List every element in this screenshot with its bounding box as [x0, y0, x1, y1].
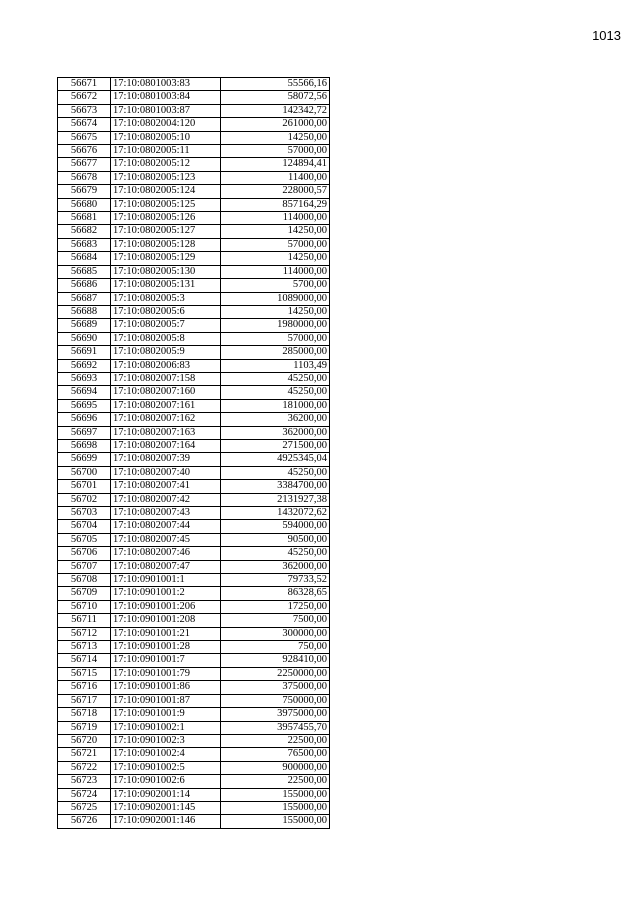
table-row: [58, 185, 330, 198]
row-number-cell: 56679: [58, 185, 111, 198]
table-row: [58, 225, 330, 238]
table-row: [58, 493, 330, 506]
table-row: [58, 775, 330, 788]
cadastral-number-cell: 17:10:0901001:7: [111, 654, 221, 667]
row-number-cell: 56688: [58, 305, 111, 318]
cadastral-number-cell: 17:10:0901001:2: [111, 587, 221, 600]
row-number-cell: 56724: [58, 788, 111, 801]
table-row: [58, 198, 330, 211]
table-row: [58, 359, 330, 372]
value-cell: 114000,00: [221, 212, 330, 225]
value-cell: 228000,57: [221, 185, 330, 198]
row-number-cell: 56680: [58, 198, 111, 211]
value-cell: 1103,49: [221, 359, 330, 372]
table-row: [58, 614, 330, 627]
value-cell: 1980000,00: [221, 319, 330, 332]
value-cell: 36200,00: [221, 413, 330, 426]
table-row: [58, 145, 330, 158]
row-number-cell: 56671: [58, 78, 111, 91]
row-number-cell: 56698: [58, 439, 111, 452]
table-row: [58, 453, 330, 466]
value-cell: 362000,00: [221, 560, 330, 573]
value-cell: 750000,00: [221, 694, 330, 707]
table-row: [58, 708, 330, 721]
cadastral-number-cell: 17:10:0901002:1: [111, 721, 221, 734]
cadastral-number-cell: 17:10:0802005:130: [111, 265, 221, 278]
cadastral-number-cell: 17:10:0901002:5: [111, 761, 221, 774]
table-row: [58, 681, 330, 694]
row-number-cell: 56677: [58, 158, 111, 171]
table-row: [58, 426, 330, 439]
value-cell: 1432072,62: [221, 507, 330, 520]
cadastral-number-cell: 17:10:0901002:3: [111, 734, 221, 747]
row-number-cell: 56704: [58, 520, 111, 533]
table-row: [58, 319, 330, 332]
row-number-cell: 56715: [58, 667, 111, 680]
cadastral-number-cell: 17:10:0802005:9: [111, 346, 221, 359]
cadastral-number-cell: 17:10:0801003:83: [111, 78, 221, 91]
cadastral-number-cell: 17:10:0802005:124: [111, 185, 221, 198]
value-cell: 900000,00: [221, 761, 330, 774]
cadastral-number-cell: 17:10:0802005:12: [111, 158, 221, 171]
cadastral-number-cell: 17:10:0802006:83: [111, 359, 221, 372]
table-row: [58, 78, 330, 91]
value-cell: 11400,00: [221, 171, 330, 184]
page-number: 1013: [592, 28, 621, 43]
value-cell: 57000,00: [221, 145, 330, 158]
table-row: [58, 265, 330, 278]
value-cell: 45250,00: [221, 466, 330, 479]
value-cell: 79733,52: [221, 574, 330, 587]
table-row: [58, 788, 330, 801]
value-cell: 594000,00: [221, 520, 330, 533]
row-number-cell: 56691: [58, 346, 111, 359]
row-number-cell: 56675: [58, 131, 111, 144]
cadastral-number-cell: 17:10:0901001:28: [111, 641, 221, 654]
cadastral-number-cell: 17:10:0901002:6: [111, 775, 221, 788]
row-number-cell: 56687: [58, 292, 111, 305]
table-row: [58, 104, 330, 117]
row-number-cell: 56678: [58, 171, 111, 184]
value-cell: 155000,00: [221, 788, 330, 801]
row-number-cell: 56701: [58, 480, 111, 493]
row-number-cell: 56726: [58, 815, 111, 828]
row-number-cell: 56717: [58, 694, 111, 707]
table-row: [58, 158, 330, 171]
table-row: [58, 587, 330, 600]
row-number-cell: 56694: [58, 386, 111, 399]
row-number-cell: 56686: [58, 279, 111, 292]
row-number-cell: 56712: [58, 627, 111, 640]
table-row: [58, 413, 330, 426]
cadastral-number-cell: 17:10:0802007:158: [111, 372, 221, 385]
table-row: [58, 560, 330, 573]
row-number-cell: 56684: [58, 252, 111, 265]
cadastral-number-cell: 17:10:0802005:11: [111, 145, 221, 158]
cadastral-number-cell: 17:10:0802005:131: [111, 279, 221, 292]
row-number-cell: 56706: [58, 547, 111, 560]
table-row: [58, 238, 330, 251]
table-row: [58, 574, 330, 587]
value-cell: 300000,00: [221, 627, 330, 640]
cadastral-number-cell: 17:10:0802005:126: [111, 212, 221, 225]
row-number-cell: 56695: [58, 399, 111, 412]
table-row: [58, 547, 330, 560]
table-row: [58, 292, 330, 305]
value-cell: 2250000,00: [221, 667, 330, 680]
cadastral-number-cell: 17:10:0901001:1: [111, 574, 221, 587]
cadastral-number-cell: 17:10:0801003:84: [111, 91, 221, 104]
table-row: [58, 600, 330, 613]
value-cell: 155000,00: [221, 801, 330, 814]
table-row: [58, 721, 330, 734]
value-cell: 45250,00: [221, 372, 330, 385]
value-cell: 3384700,00: [221, 480, 330, 493]
value-cell: 271500,00: [221, 439, 330, 452]
row-number-cell: 56682: [58, 225, 111, 238]
value-cell: 14250,00: [221, 225, 330, 238]
row-number-cell: 56720: [58, 734, 111, 747]
table-row: [58, 520, 330, 533]
cadastral-number-cell: 17:10:0802007:164: [111, 439, 221, 452]
cadastral-number-cell: 17:10:0802007:160: [111, 386, 221, 399]
row-number-cell: 56709: [58, 587, 111, 600]
row-number-cell: 56674: [58, 118, 111, 131]
row-number-cell: 56702: [58, 493, 111, 506]
row-number-cell: 56711: [58, 614, 111, 627]
table-row: [58, 734, 330, 747]
value-cell: 57000,00: [221, 332, 330, 345]
row-number-cell: 56693: [58, 372, 111, 385]
cadastral-number-cell: 17:10:0901001:79: [111, 667, 221, 680]
row-number-cell: 56705: [58, 533, 111, 546]
row-number-cell: 56721: [58, 748, 111, 761]
table-row: [58, 305, 330, 318]
cadastral-number-cell: 17:10:0901001:86: [111, 681, 221, 694]
value-cell: 1089000,00: [221, 292, 330, 305]
row-number-cell: 56703: [58, 507, 111, 520]
cadastral-number-cell: 17:10:0802007:40: [111, 466, 221, 479]
table-row: [58, 171, 330, 184]
table-row: [58, 748, 330, 761]
cadastral-number-cell: 17:10:0902001:145: [111, 801, 221, 814]
table-row: [58, 627, 330, 640]
table-row: [58, 332, 330, 345]
value-cell: 22500,00: [221, 734, 330, 747]
row-number-cell: 56690: [58, 332, 111, 345]
cadastral-value-table: [57, 77, 330, 829]
cadastral-number-cell: 17:10:0802005:125: [111, 198, 221, 211]
cadastral-number-cell: 17:10:0802007:39: [111, 453, 221, 466]
value-cell: 90500,00: [221, 533, 330, 546]
value-cell: 375000,00: [221, 681, 330, 694]
row-number-cell: 56718: [58, 708, 111, 721]
value-cell: 5700,00: [221, 279, 330, 292]
cadastral-number-cell: 17:10:0901002:4: [111, 748, 221, 761]
row-number-cell: 56722: [58, 761, 111, 774]
cadastral-number-cell: 17:10:0802005:7: [111, 319, 221, 332]
cadastral-number-cell: 17:10:0802007:47: [111, 560, 221, 573]
value-cell: 3975000,00: [221, 708, 330, 721]
table-row: [58, 694, 330, 707]
value-cell: 857164,29: [221, 198, 330, 211]
cadastral-number-cell: 17:10:0802005:129: [111, 252, 221, 265]
row-number-cell: 56723: [58, 775, 111, 788]
cadastral-number-cell: 17:10:0802007:43: [111, 507, 221, 520]
value-cell: 58072,56: [221, 91, 330, 104]
table-row: [58, 91, 330, 104]
table-row: [58, 815, 330, 828]
table-row: [58, 466, 330, 479]
value-cell: 86328,65: [221, 587, 330, 600]
cadastral-number-cell: 17:10:0901001:206: [111, 600, 221, 613]
table-row: [58, 372, 330, 385]
value-cell: 155000,00: [221, 815, 330, 828]
table-row: [58, 252, 330, 265]
cadastral-number-cell: 17:10:0802007:162: [111, 413, 221, 426]
row-number-cell: 56713: [58, 641, 111, 654]
table-row: [58, 212, 330, 225]
row-number-cell: 56719: [58, 721, 111, 734]
table-row: [58, 118, 330, 131]
table-row: [58, 654, 330, 667]
row-number-cell: 56696: [58, 413, 111, 426]
cadastral-number-cell: 17:10:0902001:14: [111, 788, 221, 801]
table-row: [58, 480, 330, 493]
cadastral-number-cell: 17:10:0802005:128: [111, 238, 221, 251]
cadastral-number-cell: 17:10:0801003:87: [111, 104, 221, 117]
row-number-cell: 56672: [58, 91, 111, 104]
value-cell: 55566,16: [221, 78, 330, 91]
value-cell: 17250,00: [221, 600, 330, 613]
value-cell: 928410,00: [221, 654, 330, 667]
value-cell: 142342,72: [221, 104, 330, 117]
cadastral-number-cell: 17:10:0901001:208: [111, 614, 221, 627]
row-number-cell: 56710: [58, 600, 111, 613]
cadastral-number-cell: 17:10:0802007:46: [111, 547, 221, 560]
table-body: [58, 78, 330, 829]
table-row: [58, 761, 330, 774]
row-number-cell: 56681: [58, 212, 111, 225]
value-cell: 45250,00: [221, 386, 330, 399]
value-cell: 362000,00: [221, 426, 330, 439]
table-row: [58, 346, 330, 359]
row-number-cell: 56692: [58, 359, 111, 372]
value-cell: 14250,00: [221, 252, 330, 265]
table-row: [58, 399, 330, 412]
value-cell: 181000,00: [221, 399, 330, 412]
value-cell: 4925345,04: [221, 453, 330, 466]
table-row: [58, 641, 330, 654]
value-cell: 45250,00: [221, 547, 330, 560]
value-cell: 3957455,70: [221, 721, 330, 734]
value-cell: 114000,00: [221, 265, 330, 278]
cadastral-number-cell: 17:10:0802005:127: [111, 225, 221, 238]
row-number-cell: 56673: [58, 104, 111, 117]
value-cell: 22500,00: [221, 775, 330, 788]
row-number-cell: 56689: [58, 319, 111, 332]
value-cell: 14250,00: [221, 131, 330, 144]
value-cell: 2131927,38: [221, 493, 330, 506]
row-number-cell: 56707: [58, 560, 111, 573]
cadastral-number-cell: 17:10:0901001:21: [111, 627, 221, 640]
cadastral-number-cell: 17:10:0901001:9: [111, 708, 221, 721]
cadastral-number-cell: 17:10:0802007:42: [111, 493, 221, 506]
cadastral-number-cell: 17:10:0802007:41: [111, 480, 221, 493]
cadastral-number-cell: 17:10:0802004:120: [111, 118, 221, 131]
value-cell: 261000,00: [221, 118, 330, 131]
table-row: [58, 667, 330, 680]
cadastral-number-cell: 17:10:0802007:163: [111, 426, 221, 439]
table-row: [58, 507, 330, 520]
value-cell: 57000,00: [221, 238, 330, 251]
cadastral-number-cell: 17:10:0902001:146: [111, 815, 221, 828]
cadastral-number-cell: 17:10:0802005:10: [111, 131, 221, 144]
value-cell: 14250,00: [221, 305, 330, 318]
table-row: [58, 386, 330, 399]
table-row: [58, 279, 330, 292]
row-number-cell: 56699: [58, 453, 111, 466]
value-cell: 124894,41: [221, 158, 330, 171]
row-number-cell: 56708: [58, 574, 111, 587]
value-cell: 76500,00: [221, 748, 330, 761]
table-row: [58, 801, 330, 814]
cadastral-number-cell: 17:10:0802007:161: [111, 399, 221, 412]
row-number-cell: 56716: [58, 681, 111, 694]
cadastral-number-cell: 17:10:0802007:44: [111, 520, 221, 533]
cadastral-number-cell: 17:10:0901001:87: [111, 694, 221, 707]
row-number-cell: 56685: [58, 265, 111, 278]
row-number-cell: 56714: [58, 654, 111, 667]
value-cell: 7500,00: [221, 614, 330, 627]
table-row: [58, 439, 330, 452]
row-number-cell: 56700: [58, 466, 111, 479]
table-row: [58, 131, 330, 144]
cadastral-number-cell: 17:10:0802005:8: [111, 332, 221, 345]
row-number-cell: 56676: [58, 145, 111, 158]
row-number-cell: 56725: [58, 801, 111, 814]
row-number-cell: 56697: [58, 426, 111, 439]
table-row: [58, 533, 330, 546]
cadastral-number-cell: 17:10:0802007:45: [111, 533, 221, 546]
row-number-cell: 56683: [58, 238, 111, 251]
cadastral-number-cell: 17:10:0802005:123: [111, 171, 221, 184]
value-cell: 285000,00: [221, 346, 330, 359]
value-cell: 750,00: [221, 641, 330, 654]
cadastral-number-cell: 17:10:0802005:3: [111, 292, 221, 305]
cadastral-number-cell: 17:10:0802005:6: [111, 305, 221, 318]
